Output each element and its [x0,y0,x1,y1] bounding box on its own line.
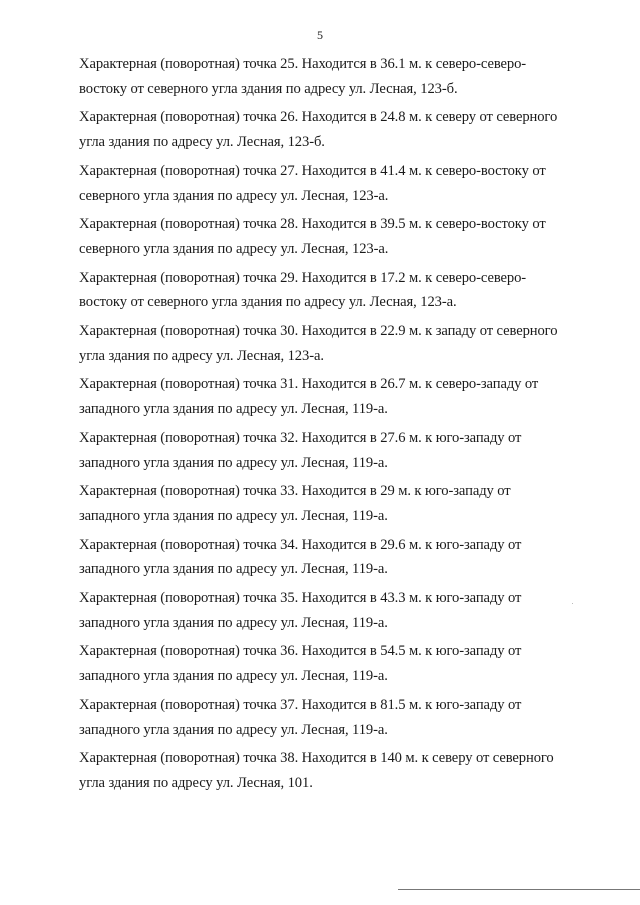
text-line: Характерная (поворотная) точка 26. Находится в 24.8 м. к северу от северного [79,109,558,126]
list-item [79,479,589,528]
document-body [79,52,589,800]
list-item [79,319,589,368]
text-line: Характерная (поворотная) точка 31. Находится в 26.7 м. к северо-западу от [79,376,539,393]
text-line: Характерная (поворотная) точка 34. Находится в 29.6 м. к юго-западу от [79,536,522,553]
text-line: востоку от северного угла здания по адресу ул. Лесная, 123-а. [79,294,457,311]
text-line: Характерная (поворотная) точка 36. Находится в 54.5 м. к юго-западу от [79,643,522,660]
text-line: западного угла здания по адресу ул. Лесная, 119-а. [79,614,388,631]
text-line: Характерная (поворотная) точка 27. Находится в 41.4 м. к северо-востоку от [79,162,546,179]
text-line: западного угла здания по адресу ул. Лесная, 119-а. [79,668,388,685]
text-line: западного угла здания по адресу ул. Лесная, 119-а. [79,507,388,524]
list-item [79,52,589,101]
list-item [79,533,589,582]
text-line: востоку от северного угла здания по адресу ул. Лесная, 123-б. [79,80,458,97]
list-item [79,426,589,475]
text-line: северного угла здания по адресу ул. Лесная, 123-а. [79,187,389,204]
text-line: западного угла здания по адресу ул. Лесная, 119-а. [79,561,388,578]
footer-divider [398,889,640,890]
text-line: Характерная (поворотная) точка 29. Находится в 17.2 м. к северо-северо- [79,269,527,286]
list-item [79,586,589,635]
text-line: Характерная (поворотная) точка 25. Находится в 36.1 м. к северо-северо- [79,56,527,72]
text-line: Характерная (поворотная) точка 30. Находится в 22.9 м. к западу от северного [79,323,558,340]
text-line: северного угла здания по адресу ул. Лесная, 123-а. [79,240,389,257]
text-line: Характерная (поворотная) точка 32. Находится в 27.6 м. к юго-западу от [79,429,522,446]
text-line: угла здания по адресу ул. Лесная, 123-б. [79,134,325,151]
text-line: угла здания по адресу ул. Лесная, 123-а. [79,347,324,364]
text-line: Характерная (поворотная) точка 38. Находится в 140 м. к северу от северного [79,750,554,767]
list-item [79,372,589,421]
list-item [79,746,589,795]
text-line: Характерная (поворотная) точка 35. Находится в 43.3 м. к юго-западу от [79,590,522,607]
text-line: Характерная (поворотная) точка 33. Находится в 29 м. к юго-западу от [79,483,511,500]
list-item [79,693,589,742]
text-line: западного угла здания по адресу ул. Лесная, 119-а. [79,721,388,738]
list-item [79,159,589,208]
list-item [79,266,589,315]
page-number: 5 [317,28,323,42]
text-line: западного угла здания по адресу ул. Лесная, 119-а. [79,401,388,418]
text-line: Характерная (поворотная) точка 28. Находится в 39.5 м. к северо-востоку от [79,216,546,233]
text-line: западного угла здания по адресу ул. Лесная, 119-а. [79,454,388,471]
list-item [79,105,589,154]
list-item [79,639,589,688]
scan-speck [572,603,573,604]
list-item [79,212,589,261]
text-line: Характерная (поворотная) точка 37. Находится в 81.5 м. к юго-западу от [79,696,522,713]
text-line: угла здания по адресу ул. Лесная, 101. [79,774,313,791]
